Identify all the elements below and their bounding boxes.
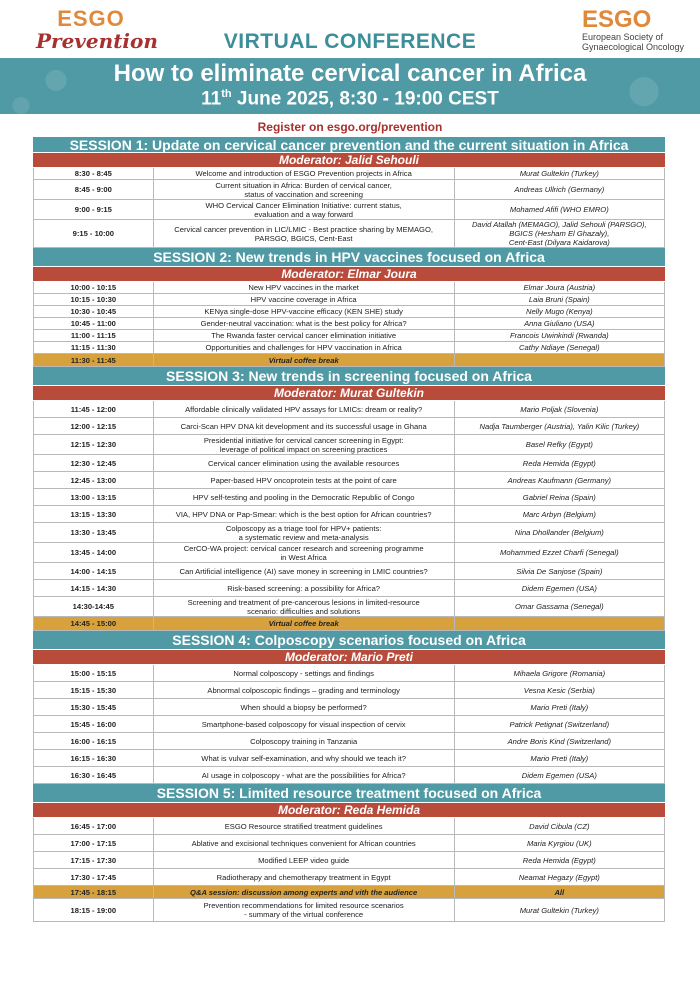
agenda-title-line: Prevention recommendations for limited resource scenarios [203,901,404,910]
agenda-speaker-line: Andreas Ullrich (Germany) [514,185,605,194]
agenda-speaker [455,418,664,434]
agenda-time: 11:30 - 11:45 [34,354,154,366]
agenda-row [33,899,665,922]
agenda-title-line: Risk-based screening: a possibility for Africa? [227,583,381,593]
agenda-row [33,342,665,354]
agenda-title [154,818,455,834]
agenda-time: 12:15 - 12:30 [34,435,154,454]
agenda-row [33,682,665,699]
logo-right-esgo: ESGO [582,6,652,33]
agenda-speaker-line: Didem Egemen (USA) [521,583,597,593]
agenda-speaker [455,435,664,454]
agenda-title-line: Gender-neutral vaccination: what is the best policy for Africa? [200,319,407,328]
agenda-title [154,750,455,766]
agenda-title [154,168,455,179]
agenda-title-line: HPV self-testing and pooling in the Democratic Republic of Congo [192,492,415,502]
agenda-title [154,543,455,562]
agenda-row [33,597,665,617]
agenda-speaker-line: Reda Hemida (Egypt) [522,855,596,865]
agenda-time: 16:30 - 16:45 [34,767,154,783]
agenda-time: 14:00 - 14:15 [34,563,154,579]
session-header: SESSION 4: Colposcopy scenarios focused on Africa [33,631,665,650]
agenda-time: 12:45 - 13:00 [34,472,154,488]
agenda-speaker [455,168,664,179]
agenda-speaker [455,835,664,851]
agenda-title [154,354,455,366]
logo-right-sub2: Gynaecological Oncology [582,42,685,52]
agenda-title-line: evaluation and a way forward [254,209,354,219]
agenda-row [33,294,665,306]
agenda-title [154,472,455,488]
agenda-time: 11:45 - 12:00 [34,401,154,417]
agenda-title-line: leverage of political impact on screening practices [219,444,388,454]
agenda-title [154,899,455,921]
agenda-title-line: Welcome and introduction of ESGO Prevention projects in Africa [195,169,412,178]
agenda-title [154,767,455,783]
agenda-speaker-line: Anna Giuliano (USA) [524,319,595,328]
agenda-speaker-line: Mohammed Ezzet Charfi (Senegal) [500,548,619,557]
agenda-speaker [455,330,664,341]
agenda-title-line: Current situation in Africa: Burden of cervical cancer, [215,180,392,190]
session-header: SESSION 3: New trends in screening focused on Africa [33,367,665,386]
agenda-row [33,506,665,523]
agenda-speaker-line: Cent-East (Dilyara Kaidarova) [508,238,610,247]
agenda-speaker-line: Patrick Petignat (Switzerland) [509,719,610,729]
agenda-speaker-line: Omar Gassama (Senegal) [515,602,604,611]
agenda-speaker [455,318,664,329]
agenda-speaker-line: Vesna Kesic (Serbia) [523,685,595,695]
title-banner [0,58,700,114]
agenda-time: 11:00 - 11:15 [34,330,154,341]
agenda-title-line: in West Africa [280,552,327,562]
agenda-title [154,318,455,329]
logo-right-sub1: European Society of [582,32,664,42]
agenda-time: 8:30 - 8:45 [34,168,154,179]
agenda-title [154,489,455,505]
agenda-time: 12:30 - 12:45 [34,455,154,471]
agenda-title [154,617,455,630]
agenda-row [33,580,665,597]
agenda-title [154,682,455,698]
logo-left-esgo: ESGO [57,6,125,31]
agenda-title [154,699,455,715]
agenda-time: 15:15 - 15:30 [34,682,154,698]
agenda-row [33,869,665,886]
break-row [33,354,665,367]
agenda-speaker-line: Mohamed Afifi (WHO EMRO) [509,205,609,214]
agenda-title-line: Carci-Scan HPV DNA kit development and its successful usage in Ghana [180,421,427,431]
agenda-time: 16:15 - 16:30 [34,750,154,766]
agenda-speaker [455,818,664,834]
agenda-title-line: Radiotherapy and chemotherapy treatment in Egypt [216,872,391,882]
session-header: SESSION 5: Limited resource treatment focused on Africa [33,784,665,803]
agenda-title-line: HPV vaccine coverage in Africa [250,295,357,304]
agenda-speaker-line: Murat Gultekin (Turkey) [519,169,599,178]
agenda-title-line: Virtual coffee break [268,355,339,365]
agenda-title-line: Modified LEEP video guide [258,855,350,865]
agenda-speaker [455,523,664,542]
agenda-title [154,220,455,247]
agenda-time: 15:45 - 16:00 [34,716,154,732]
agenda-title [154,282,455,293]
agenda-speaker-line: Andre Boris Kind (Switzerland) [507,736,612,746]
agenda-title [154,294,455,305]
agenda-title-line: Colposcopy training in Tanzania [250,736,358,746]
agenda-row [33,472,665,489]
agenda-speaker [455,716,664,732]
agenda-title [154,733,455,749]
register-link[interactable]: Register on esgo.org/prevention [257,120,443,134]
agenda-title [154,716,455,732]
agenda-time: 15:00 - 15:15 [34,665,154,681]
agenda-time: 10:30 - 10:45 [34,306,154,317]
agenda-speaker-line: Mario Poljak (Slovenia) [520,404,599,414]
agenda-time: 17:15 - 17:30 [34,852,154,868]
agenda-title-line: New HPV vaccines in the market [248,283,359,292]
agenda-speaker [455,665,664,681]
agenda-speaker-line: Elmar Joura (Austria) [523,283,596,292]
agenda-row [33,665,665,682]
agenda-speaker [455,617,664,630]
agenda-speaker [455,580,664,596]
agenda-title-line: Smartphone-based colposcopy for visual inspection of cervix [201,719,406,729]
agenda-time: 16:45 - 17:00 [34,818,154,834]
agenda-title [154,597,455,616]
agenda-title-line: Colposcopy as a triage tool for HPV+ patients: [225,523,382,533]
agenda-row [33,401,665,418]
agenda-title [154,435,455,454]
agenda-row [33,563,665,580]
agenda-title-line: Presidential initiative for cervical cancer screening in Egypt: [203,435,404,445]
agenda-time: 14:45 - 15:00 [34,617,154,630]
agenda-speaker [455,282,664,293]
agenda-speaker-line: Laia Bruni (Spain) [528,295,590,304]
virtual-conference-heading: VIRTUAL CONFERENCE [223,30,477,53]
agenda-title-line: Paper-based HPV oncoprotein tests at the point of care [210,475,397,485]
agenda-speaker-line: Gabriel Reina (Spain) [522,492,596,502]
agenda-speaker-line: Murat Gultekin (Turkey) [519,905,599,915]
agenda-time: 13:00 - 13:15 [34,489,154,505]
agenda-title-line: Normal colposcopy - settings and findings [233,668,374,678]
agenda-time: 11:15 - 11:30 [34,342,154,353]
agenda-row [33,435,665,455]
agenda-title-line: scenario: difficulties and solutions [247,606,361,616]
agenda-speaker [455,852,664,868]
agenda-title-line: ESGO Resource stratified treatment guidelines [224,821,383,831]
agenda-speaker-line: David Atallah (MEMAGO), Jalid Sehouli (PARSGO), [471,220,647,229]
agenda-title [154,306,455,317]
agenda-speaker-line: Basel Refky (Egypt) [525,440,593,449]
agenda-row [33,330,665,342]
agenda-title-line: Screening and treatment of pre-cancerous lesions in limited-resource [187,597,420,607]
agenda-row [33,750,665,767]
session-moderator: Moderator: Murat Gultekin [33,386,665,401]
agenda-speaker [455,886,664,898]
agenda-speaker-line: Neamat Hegazy (Egypt) [518,872,600,882]
agenda-time: 9:15 - 10:00 [34,220,154,247]
agenda-title-line: CerCO-WA project: cervical cancer research and screening programme [183,543,424,553]
agenda-title-line: Q&A session: discussion among experts and vith the audience [190,887,418,897]
agenda-time: 18:15 - 19:00 [34,899,154,921]
agenda-title [154,200,455,219]
agenda-speaker [455,306,664,317]
agenda-speaker [455,342,664,353]
agenda-speaker [455,543,664,562]
agenda-title-line: WHO Cervical Cancer Elimination Initiative: current status, [205,200,402,210]
agenda-title [154,563,455,579]
date-suffix: th [221,88,232,100]
agenda-speaker [455,767,664,783]
logo-left-prevention: Prevention [36,29,158,53]
agenda-time: 8:45 - 9:00 [34,180,154,199]
break-row [33,617,665,631]
agenda-speaker-line: Maria Kyrgiou (UK) [527,838,592,848]
agenda-title [154,506,455,522]
agenda-row [33,180,665,200]
agenda-speaker [455,401,664,417]
agenda-row [33,767,665,784]
agenda-time: 16:00 - 16:15 [34,733,154,749]
agenda-speaker [455,682,664,698]
agenda-speaker [455,354,664,366]
agenda-time: 12:00 - 12:15 [34,418,154,434]
agenda-title [154,401,455,417]
agenda-row [33,220,665,248]
agenda-speaker-line: BGICS (Hesham El Ghazaly), [509,229,610,238]
agenda-row [33,523,665,543]
agenda-title-line: VIA, HPV DNA or Pap-Smear: which is the best option for African countries? [175,509,432,519]
agenda-speaker [455,563,664,579]
session-header: SESSION 2: New trends in HPV vaccines focused on Africa [33,248,665,267]
agenda-speaker [455,294,664,305]
agenda-title-line: AI usage in colposcopy - what are the possibilities for Africa? [201,770,406,780]
program-table [33,137,665,922]
agenda-speaker [455,869,664,885]
page-title: How to eliminate cervical cancer in Africa [113,60,587,87]
agenda-title-line: KENya single-dose HPV-vaccine efficacy (KEN SHE) study [204,307,403,316]
agenda-time: 9:00 - 9:15 [34,200,154,219]
agenda-row [33,852,665,869]
agenda-speaker [455,597,664,616]
agenda-row [33,716,665,733]
agenda-speaker [455,200,664,219]
agenda-time: 10:15 - 10:30 [34,294,154,305]
agenda-title-line: Can Artificial intelligence (AI) save money in screening in LMIC countries? [179,566,428,576]
session-header: SESSION 1: Update on cervical cancer prevention and the current situation in Africa [33,137,665,153]
agenda-speaker-line: Marc Arbyn (Belgium) [522,509,596,519]
agenda-row [33,282,665,294]
agenda-title [154,330,455,341]
esgo-logo [582,8,694,52]
agenda-speaker-line: Nadja Taumberger (Austria), Yalin Kilic (Turkey) [479,421,640,431]
agenda-title-line: status of vaccination and screening [244,189,363,199]
agenda-time: 13:30 - 13:45 [34,523,154,542]
agenda-time: 10:45 - 11:00 [34,318,154,329]
agenda-speaker [455,733,664,749]
agenda-title-line: Ablative and excisional techniques convenient for African countries [191,838,416,848]
agenda-title-line: Affordable clinically validated HPV assays for LMICs: dream or reality? [185,404,423,414]
agenda-title-line: Cervical cancer elimination using the available resources [208,458,400,468]
agenda-speaker [455,220,664,247]
break-row [33,886,665,899]
agenda-title-line: a systematic review and meta-analysis [238,532,369,542]
agenda-row [33,306,665,318]
agenda-title [154,342,455,353]
agenda-row [33,418,665,435]
date-rest: June 2025, 8:30 - 19:00 CEST [231,88,499,110]
agenda-title-line: - summary of the virtual conference [244,910,364,919]
agenda-speaker [455,180,664,199]
agenda-speaker [455,750,664,766]
agenda-speaker-line: Francois Uwinkindi (Rwanda) [509,331,609,340]
agenda-row [33,699,665,716]
agenda-speaker [455,899,664,921]
agenda-title-line: PARSGO, BGICS, Cent-East [254,233,353,243]
agenda-time: 14:30-14:45 [34,597,154,616]
agenda-title-line: When should a biopsy be performed? [240,702,367,712]
agenda-speaker-line: Didem Egemen (USA) [521,770,597,780]
agenda-time: 14:15 - 14:30 [34,580,154,596]
agenda-time: 17:45 - 18:15 [34,886,154,898]
agenda-title-line: The Rwanda faster cervical cancer elimination initiative [211,331,397,340]
agenda-speaker [455,489,664,505]
session-moderator: Moderator: Jalid Sehouli [33,153,665,168]
agenda-speaker [455,455,664,471]
agenda-title-line: Cervical cancer prevention in LIC/LMIC - Best practice sharing by MEMAGO, [174,224,433,234]
agenda-speaker [455,699,664,715]
page-header [0,0,700,134]
agenda-row [33,489,665,506]
agenda-title-line: Opportunities and challenges for HPV vaccination in Africa [205,343,402,352]
agenda-speaker-line: All [554,887,565,897]
session-moderator: Moderator: Reda Hemida [33,803,665,818]
agenda-title [154,523,455,542]
agenda-speaker-line: Mario Preti (Italy) [530,702,589,712]
agenda-title [154,180,455,199]
agenda-row [33,318,665,330]
agenda-time: 13:45 - 14:00 [34,543,154,562]
agenda-row [33,168,665,180]
agenda-row [33,818,665,835]
agenda-title [154,869,455,885]
agenda-speaker-line: Nina Dhollander (Belgium) [514,528,604,537]
agenda-title [154,665,455,681]
agenda-speaker [455,472,664,488]
agenda-time: 10:00 - 10:15 [34,282,154,293]
date-day: 11 [201,88,222,110]
agenda-title [154,418,455,434]
agenda-row [33,200,665,220]
agenda-title [154,852,455,868]
agenda-speaker [455,506,664,522]
conference-date [0,88,700,110]
agenda-row [33,455,665,472]
agenda-row [33,543,665,563]
agenda-title [154,835,455,851]
agenda-speaker-line: Nelly Mugo (Kenya) [525,307,593,316]
session-moderator: Moderator: Mario Preti [33,650,665,665]
agenda-speaker-line: David Cibula (CZ) [529,821,590,831]
agenda-title [154,886,455,898]
session-moderator: Moderator: Elmar Joura [33,267,665,282]
agenda-title-line: What is vulvar self-examination, and why should we teach it? [201,753,406,763]
agenda-speaker-line: Reda Hemida (Egypt) [522,458,596,468]
agenda-title-line: Virtual coffee break [268,619,339,628]
agenda-speaker-line: Mihaela Grigore (Romania) [513,668,606,678]
agenda-speaker-line: Cathy Ndiaye (Senegal) [519,343,600,352]
agenda-title [154,580,455,596]
agenda-speaker-line: Mario Preti (Italy) [530,753,589,763]
agenda-row [33,733,665,750]
agenda-time: 17:30 - 17:45 [34,869,154,885]
agenda-time: 15:30 - 15:45 [34,699,154,715]
agenda-speaker-line: Silvia De Sanjose (Spain) [516,566,603,576]
agenda-title [154,455,455,471]
agenda-title-line: Abnormal colposcopic findings – grading and terminology [207,685,400,695]
agenda-speaker-line: Andreas Kaufmann (Germany) [507,475,612,485]
agenda-time: 17:00 - 17:15 [34,835,154,851]
agenda-row [33,835,665,852]
agenda-time: 13:15 - 13:30 [34,506,154,522]
